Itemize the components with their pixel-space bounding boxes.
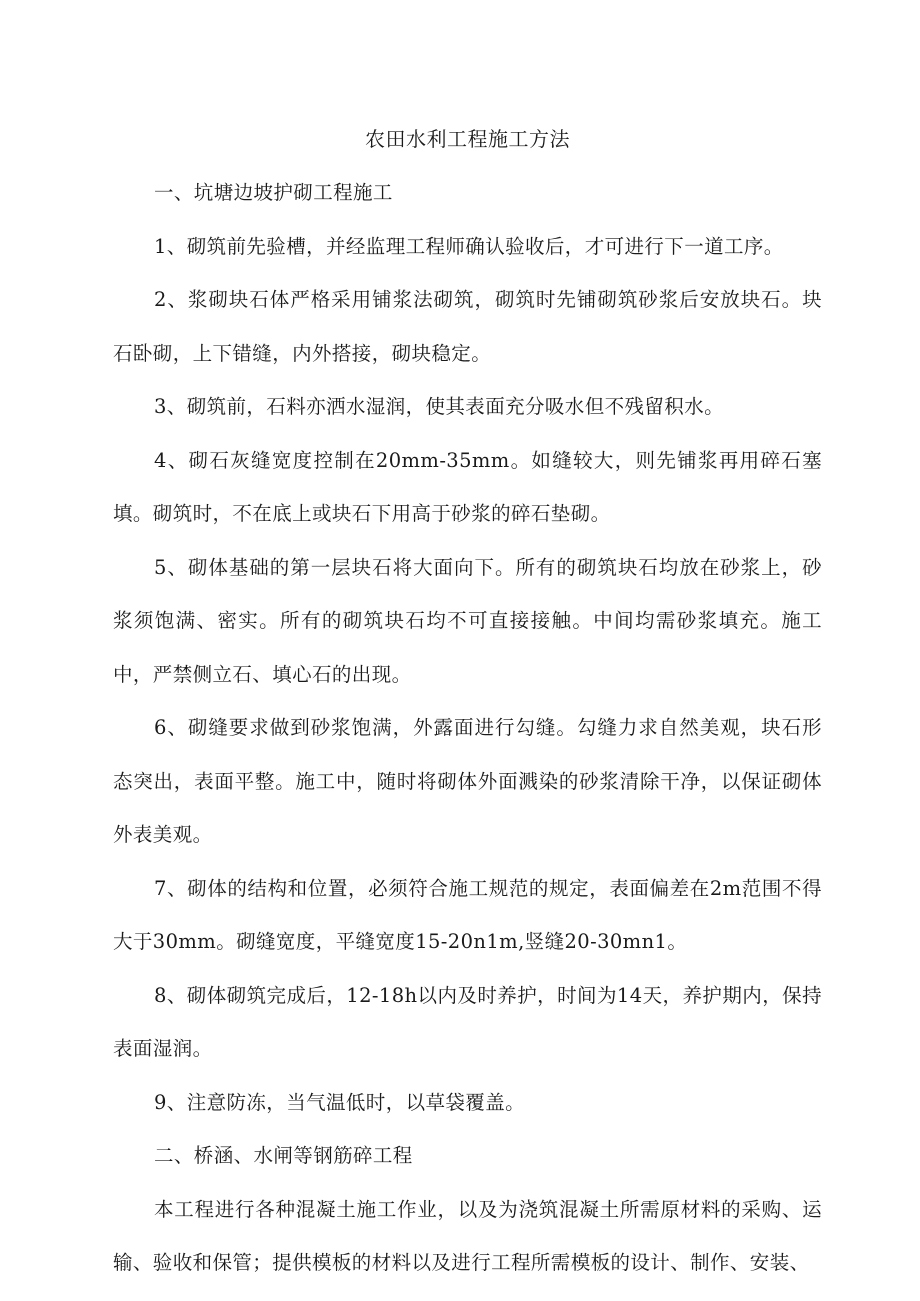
- paragraph-item-2: 2、浆砌块石体严格采用铺浆法砌筑，砌筑时先铺砌筑砂浆后安放块石。块石卧砌，上下错缝，内外搭接，砌块稳定。: [113, 288, 822, 365]
- paragraph-item-4: 4、砌石灰缝宽度控制在20mm-35mm。如缝较大，则先铺浆再用碎石塞填。砌筑时，不在底上或块石下用高于砂浆的碎石垫砌。: [113, 448, 822, 525]
- paragraph-item-8: 8、砌体砌筑完成后，12-18h以内及时养护，时间为14天，养护期内，保持表面湿润。: [113, 983, 822, 1060]
- paragraph-item-1: 1、砌筑前先验槽，并经监理工程师确认验收后，才可进行下一道工序。: [154, 234, 784, 258]
- paragraph-item-9: 9、注意防冻，当气温低时，以草袋覆盖。: [154, 1090, 526, 1114]
- paragraph-item-7: 7、砌体的结构和位置，必须符合施工规范的规定，表面偏差在2m范围不得大于30mm。砌缝宽度，平缝宽度15-20n1m,竖缝20-30mn1。: [113, 876, 822, 953]
- paragraph-item-6: 6、砌缝要求做到砂浆饱满，外露面进行勾缝。勾缝力求自然美观，块石形态突出，表面平整。施工中，随时将砌体外面溅染的砂浆清除干净，以保证砌体外表美观。: [113, 716, 822, 846]
- section-heading-1: 一、坑塘边坡护砌工程施工: [154, 181, 393, 204]
- document-title: 农田水利工程施工方法: [365, 127, 570, 151]
- paragraph-item-5: 5、砌体基础的第一层块石将大面向下。所有的砌筑块石均放在砂浆上，砂浆须饱满、密实。所有的砌筑块石均不可直接接触。中间均需砂浆填充。施工中，严禁侧立石、填心石的出现。: [113, 555, 822, 686]
- document-body: [113, 166, 822, 1290]
- section-heading-2: 二、桥涵、水闸等钢筋碎工程: [154, 1144, 413, 1167]
- paragraph-intro: 本工程进行各种混凝土施工作业，以及为浇筑混凝土所需原材料的采购、运输、验收和保管；提供模板的材料以及进行工程所需模板的设计、制作、安装、: [113, 1197, 822, 1274]
- paragraph-item-3: 3、砌筑前，石料亦洒水湿润，使其表面充分吸水但不残留积水。: [154, 395, 725, 418]
